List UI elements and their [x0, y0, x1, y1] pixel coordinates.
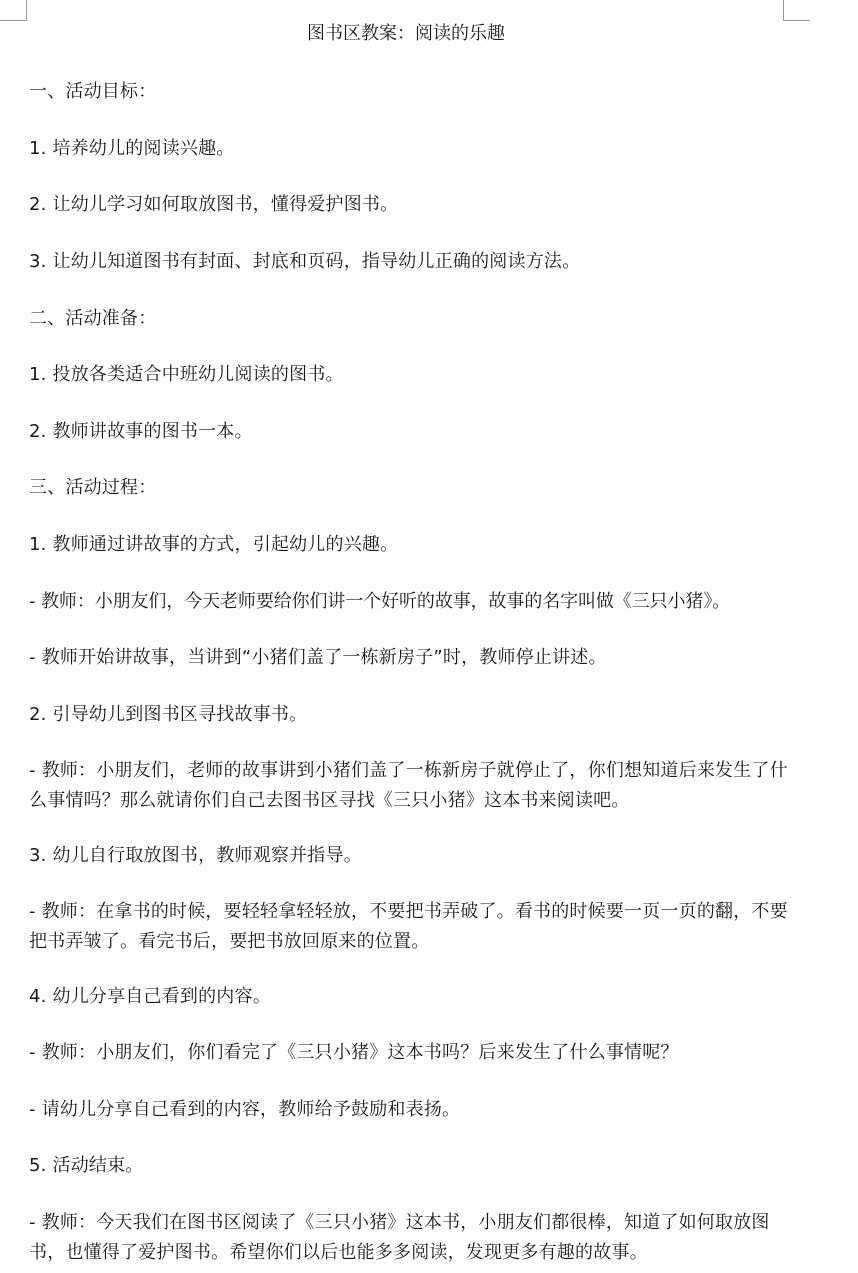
teacher-dialogue: - 教师：小朋友们，你们看完了《三只小猪》这本书吗？后来发生了什么事情呢？	[29, 1042, 679, 1063]
process-step-3: 3. 幼儿自行取放图书，教师观察并指导。	[29, 845, 362, 866]
goal-item-1: 1. 培养幼儿的阅读兴趣。	[29, 138, 235, 159]
goal-item-3: 3. 让幼儿知道图书有封面、封底和页码，指导幼儿正确的阅读方法。	[29, 251, 581, 272]
process-step-4: 4. 幼儿分享自己看到的内容。	[29, 986, 271, 1007]
teacher-dialogue: - 教师：小朋友们，今天老师要给你们讲一个好听的故事，故事的名字叫做《三只小猪》。	[29, 591, 731, 612]
teacher-dialogue: - 教师：今天我们在图书区阅读了《三只小猪》这本书，小朋友们都很棒，知道了如何取放图书，也懂得了爱护图书。希望你们以后也能多多阅读，发现更多有趣的故事。	[29, 1212, 770, 1263]
preparation-item-1: 1. 投放各类适合中班幼儿阅读的图书。	[29, 364, 344, 385]
page-corner-mark-top-right	[783, 0, 810, 21]
document-title: 图书区教案：阅读的乐趣	[307, 23, 505, 44]
goal-item-2: 2. 让幼儿学习如何取放图书，懂得爱护图书。	[29, 194, 399, 215]
teacher-dialogue: - 教师：小朋友们，老师的故事讲到小猪们盖了一栋新房子就停止了，你们想知道后来发生了什么事情吗？那么就请你们自己去图书区寻找《三只小猪》这本书来阅读吧。	[29, 760, 788, 811]
process-step-5: 5. 活动结束。	[29, 1155, 144, 1176]
section-heading-goals: 一、活动目标：	[29, 81, 157, 102]
process-step-2: 2. 引导幼儿到图书区寻找故事书。	[29, 704, 308, 725]
preparation-item-2: 2. 教师讲故事的图书一本。	[29, 421, 253, 442]
teacher-dialogue: - 教师：在拿书的时候，要轻轻拿轻轻放，不要把书弄破了。看书的时候要一页一页的翻，不要把书弄皱了。看完书后，要把书放回原来的位置。	[29, 901, 788, 952]
section-heading-preparation: 二、活动准备：	[29, 308, 157, 329]
section-heading-process: 三、活动过程：	[29, 477, 157, 498]
process-step-1: 1. 教师通过讲故事的方式，引起幼儿的兴趣。	[29, 534, 399, 555]
teacher-action: - 请幼儿分享自己看到的内容，教师给予鼓励和表扬。	[29, 1099, 461, 1120]
page-corner-mark-top-left	[0, 0, 27, 21]
teacher-action: - 教师开始讲故事，当讲到“小猪们盖了一栋新房子”时，教师停止讲述。	[29, 647, 607, 668]
